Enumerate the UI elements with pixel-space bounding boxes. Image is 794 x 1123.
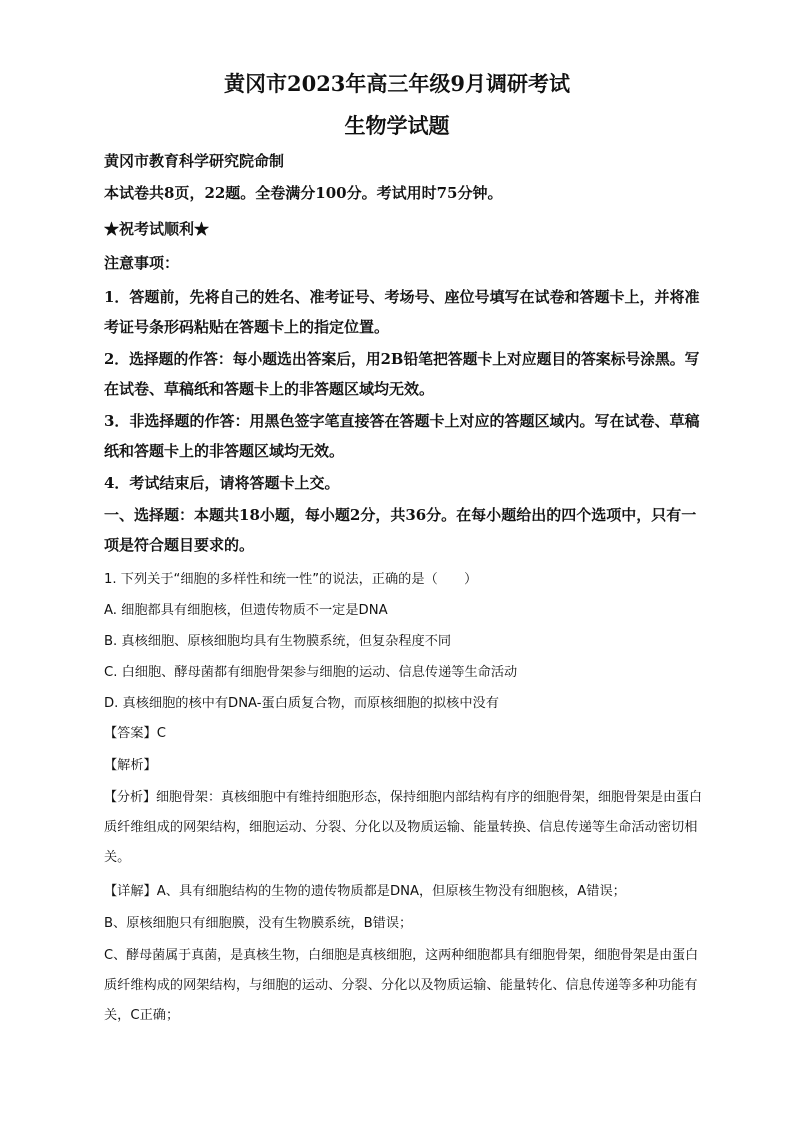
notice-item-4: 4．考试结束后，请将答题卡上交。 [104,474,340,492]
question-1-stem: 1. 下列关于“细胞的多样性和统一性”的说法，正确的是（ ） [104,572,478,587]
analysis-label: 【解析】 [104,758,157,773]
notice-item-2-line-2: 在试卷、草稿纸和答题卡上的非答题区域均无效。 [104,380,435,398]
section-heading-line-2: 项是符合题目要求的。 [104,536,255,554]
issuer-line: 黄冈市教育科学研究院命制 [104,152,285,170]
question-1-option-b: B. 真核细胞、原核细胞均具有生物膜系统，但复杂程度不同 [104,634,452,649]
exam-subtitle: 生物学试题 [344,113,450,138]
question-1-option-a: A. 细胞都具有细胞核，但遗传物质不一定是DNA [104,603,388,618]
notice-item-3-line-2: 纸和答题卡上的非答题区域均无效。 [104,442,345,460]
notice-item-2-line-1: 2．选择题的作答：每小题选出答案后，用2B铅笔把答题卡上对应题目的答案标号涂黑。写 [104,351,700,368]
analysis-line-3: 关。 [104,850,131,865]
detail-c-line-2: 质纤维构成的网架结构，与细胞的运动、分裂、分化以及物质运输、能量转化、信息传递等多种功能有 [104,978,698,993]
detail-c-line-3: 关，C正确； [104,1008,180,1023]
detail-a: 【详解】A、具有细胞结构的生物的遗传物质都是DNA，但原核生物没有细胞核，A错误； [104,884,626,899]
detail-b: B、原核细胞只有细胞膜，没有生物膜系统，B错误； [104,916,413,931]
answer-line: 【答案】C [104,726,166,741]
notice-item-1-line-1: 1．答题前，先将自己的姓名、准考证号、考场号、座位号填写在试卷和答题卡上，并将准 [104,288,700,306]
notice-heading: 注意事项： [104,254,180,272]
analysis-line-2: 质纤维组成的网架结构，细胞运动、分裂、分化以及物质运输、能量转换、信息传递等生命活动密切相 [104,820,698,835]
notice-item-1-line-2: 考证号条形码粘贴在答题卡上的指定位置。 [104,318,390,336]
section-heading-line-1: 一、选择题：本题共18小题，每小题2分，共36分。在每小题给出的四个选项中，只有一 [104,506,697,524]
detail-c-line-1: C、酵母菌属于真菌，是真核生物，白细胞是真核细胞，这两种细胞都具有细胞骨架，细胞骨架是由蛋白 [104,948,699,963]
exam-title: 黄冈市2023年高三年级9月调研考试 [223,71,571,96]
notice-item-3-line-1: 3．非选择题的作答：用黑色签字笔直接答在答题卡上对应的答题区域内。写在试卷、草稿 [104,412,700,430]
question-1-option-d: D. 真核细胞的核中有DNA-蛋白质复合物，而原核细胞的拟核中没有 [104,696,499,711]
wish-line: ★祝考试顺利★ [104,220,210,238]
analysis-line-1: 【分析】细胞骨架：真核细胞中有维持细胞形态，保持细胞内部结构有序的细胞骨架，细胞骨架是由蛋白 [104,790,703,805]
question-1-option-c: C. 白细胞、酵母菌都有细胞骨架参与细胞的运动、信息传递等生命活动 [104,665,518,680]
scope-line: 本试卷共8页，22题。全卷满分100分。考试用时75分钟。 [104,184,503,202]
